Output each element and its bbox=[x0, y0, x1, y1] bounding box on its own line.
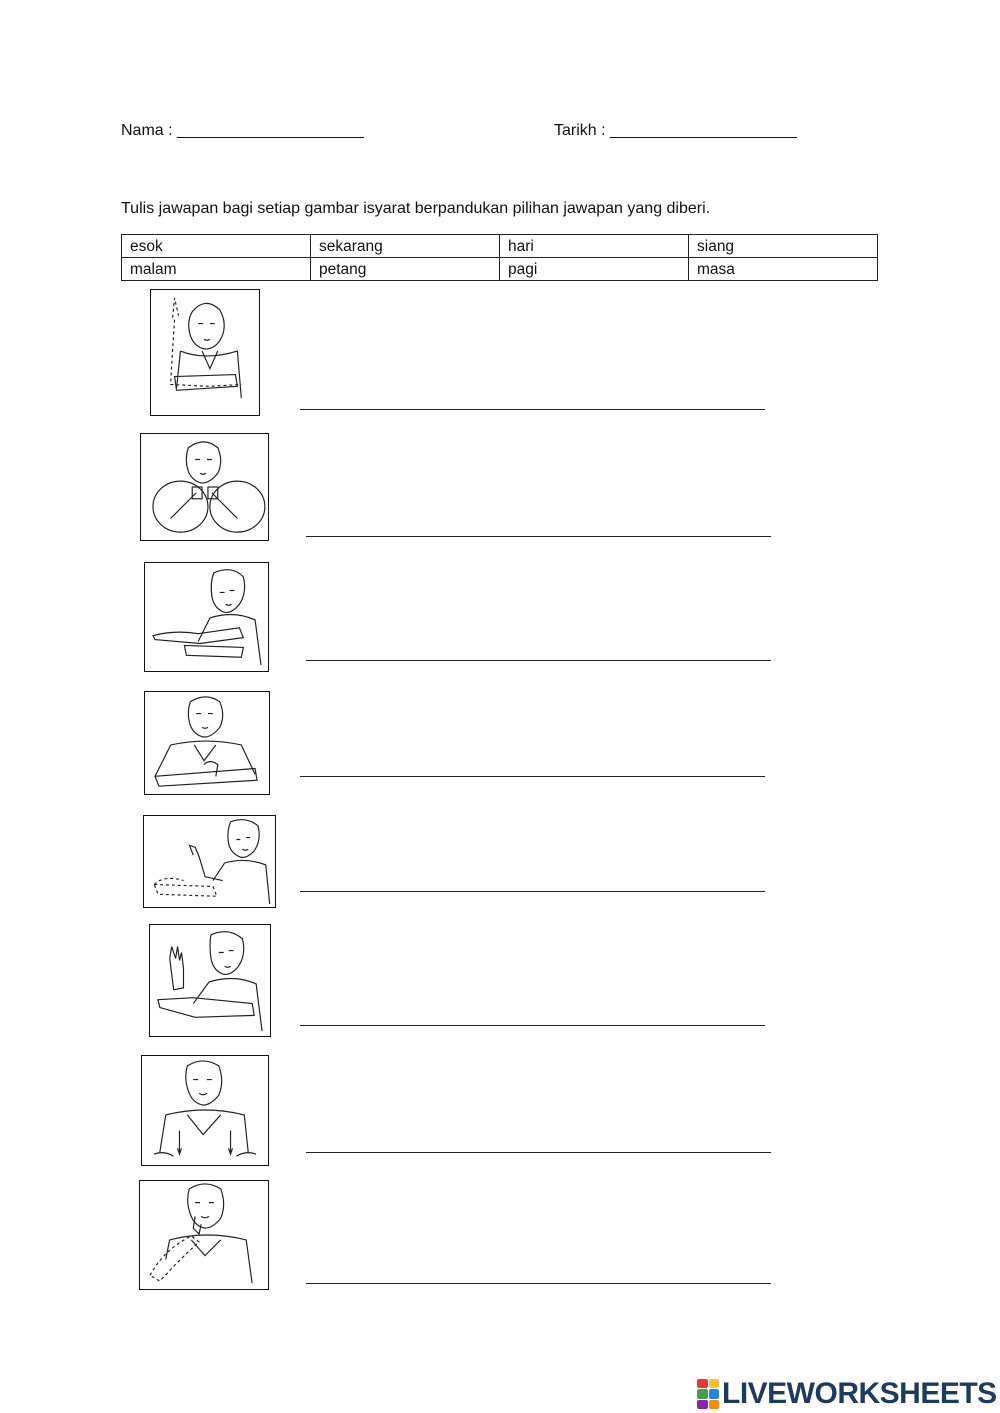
sign-image-6 bbox=[149, 924, 271, 1037]
liveworksheets-branding bbox=[697, 1376, 997, 1412]
answer-line-4[interactable] bbox=[300, 776, 765, 777]
option-cell: masa bbox=[689, 258, 878, 281]
option-cell: hari bbox=[500, 235, 689, 258]
option-cell: siang bbox=[689, 235, 878, 258]
sign-image-7 bbox=[141, 1055, 269, 1166]
liveworksheets-wordmark: LIVEWORKSHEETS bbox=[722, 1377, 997, 1410]
answer-line-1[interactable] bbox=[300, 409, 765, 410]
options-row-2 bbox=[122, 258, 878, 281]
option-cell: sekarang bbox=[311, 235, 500, 258]
options-row-1 bbox=[122, 235, 878, 258]
sign-image-8 bbox=[139, 1180, 269, 1290]
answer-line-2[interactable] bbox=[306, 536, 771, 537]
answer-line-3[interactable] bbox=[306, 660, 771, 661]
tarikh-field-label: Tarikh : _____________________ bbox=[554, 122, 797, 139]
nama-field-label: Nama : _____________________ bbox=[121, 122, 364, 139]
answer-line-6[interactable] bbox=[300, 1025, 765, 1026]
answer-line-8[interactable] bbox=[306, 1283, 771, 1284]
sign-language-woman-icon bbox=[141, 434, 268, 540]
sign-language-woman-icon bbox=[140, 1181, 268, 1289]
sign-language-woman-icon bbox=[145, 692, 269, 794]
sign-language-woman-icon bbox=[150, 925, 270, 1036]
answer-line-7[interactable] bbox=[306, 1152, 771, 1153]
sign-image-5 bbox=[143, 815, 276, 908]
answer-options-table bbox=[121, 234, 878, 281]
sign-language-woman-icon bbox=[144, 816, 275, 907]
option-cell: malam bbox=[122, 258, 311, 281]
option-cell: pagi bbox=[500, 258, 689, 281]
sign-image-1 bbox=[150, 289, 260, 416]
sign-image-2 bbox=[140, 433, 269, 541]
sign-language-woman-icon bbox=[142, 1056, 268, 1165]
instruction-text: Tulis jawapan bagi setiap gambar isyarat berpandukan pilihan jawapan yang diberi. bbox=[121, 200, 711, 217]
option-cell: esok bbox=[122, 235, 311, 258]
sign-language-woman-icon bbox=[145, 563, 268, 671]
sign-image-4 bbox=[144, 691, 270, 795]
sign-image-3 bbox=[144, 562, 269, 672]
sign-language-woman-icon bbox=[151, 290, 259, 415]
answer-line-5[interactable] bbox=[300, 891, 765, 892]
liveworksheets-logo-icon bbox=[697, 1379, 719, 1409]
option-cell: petang bbox=[311, 258, 500, 281]
